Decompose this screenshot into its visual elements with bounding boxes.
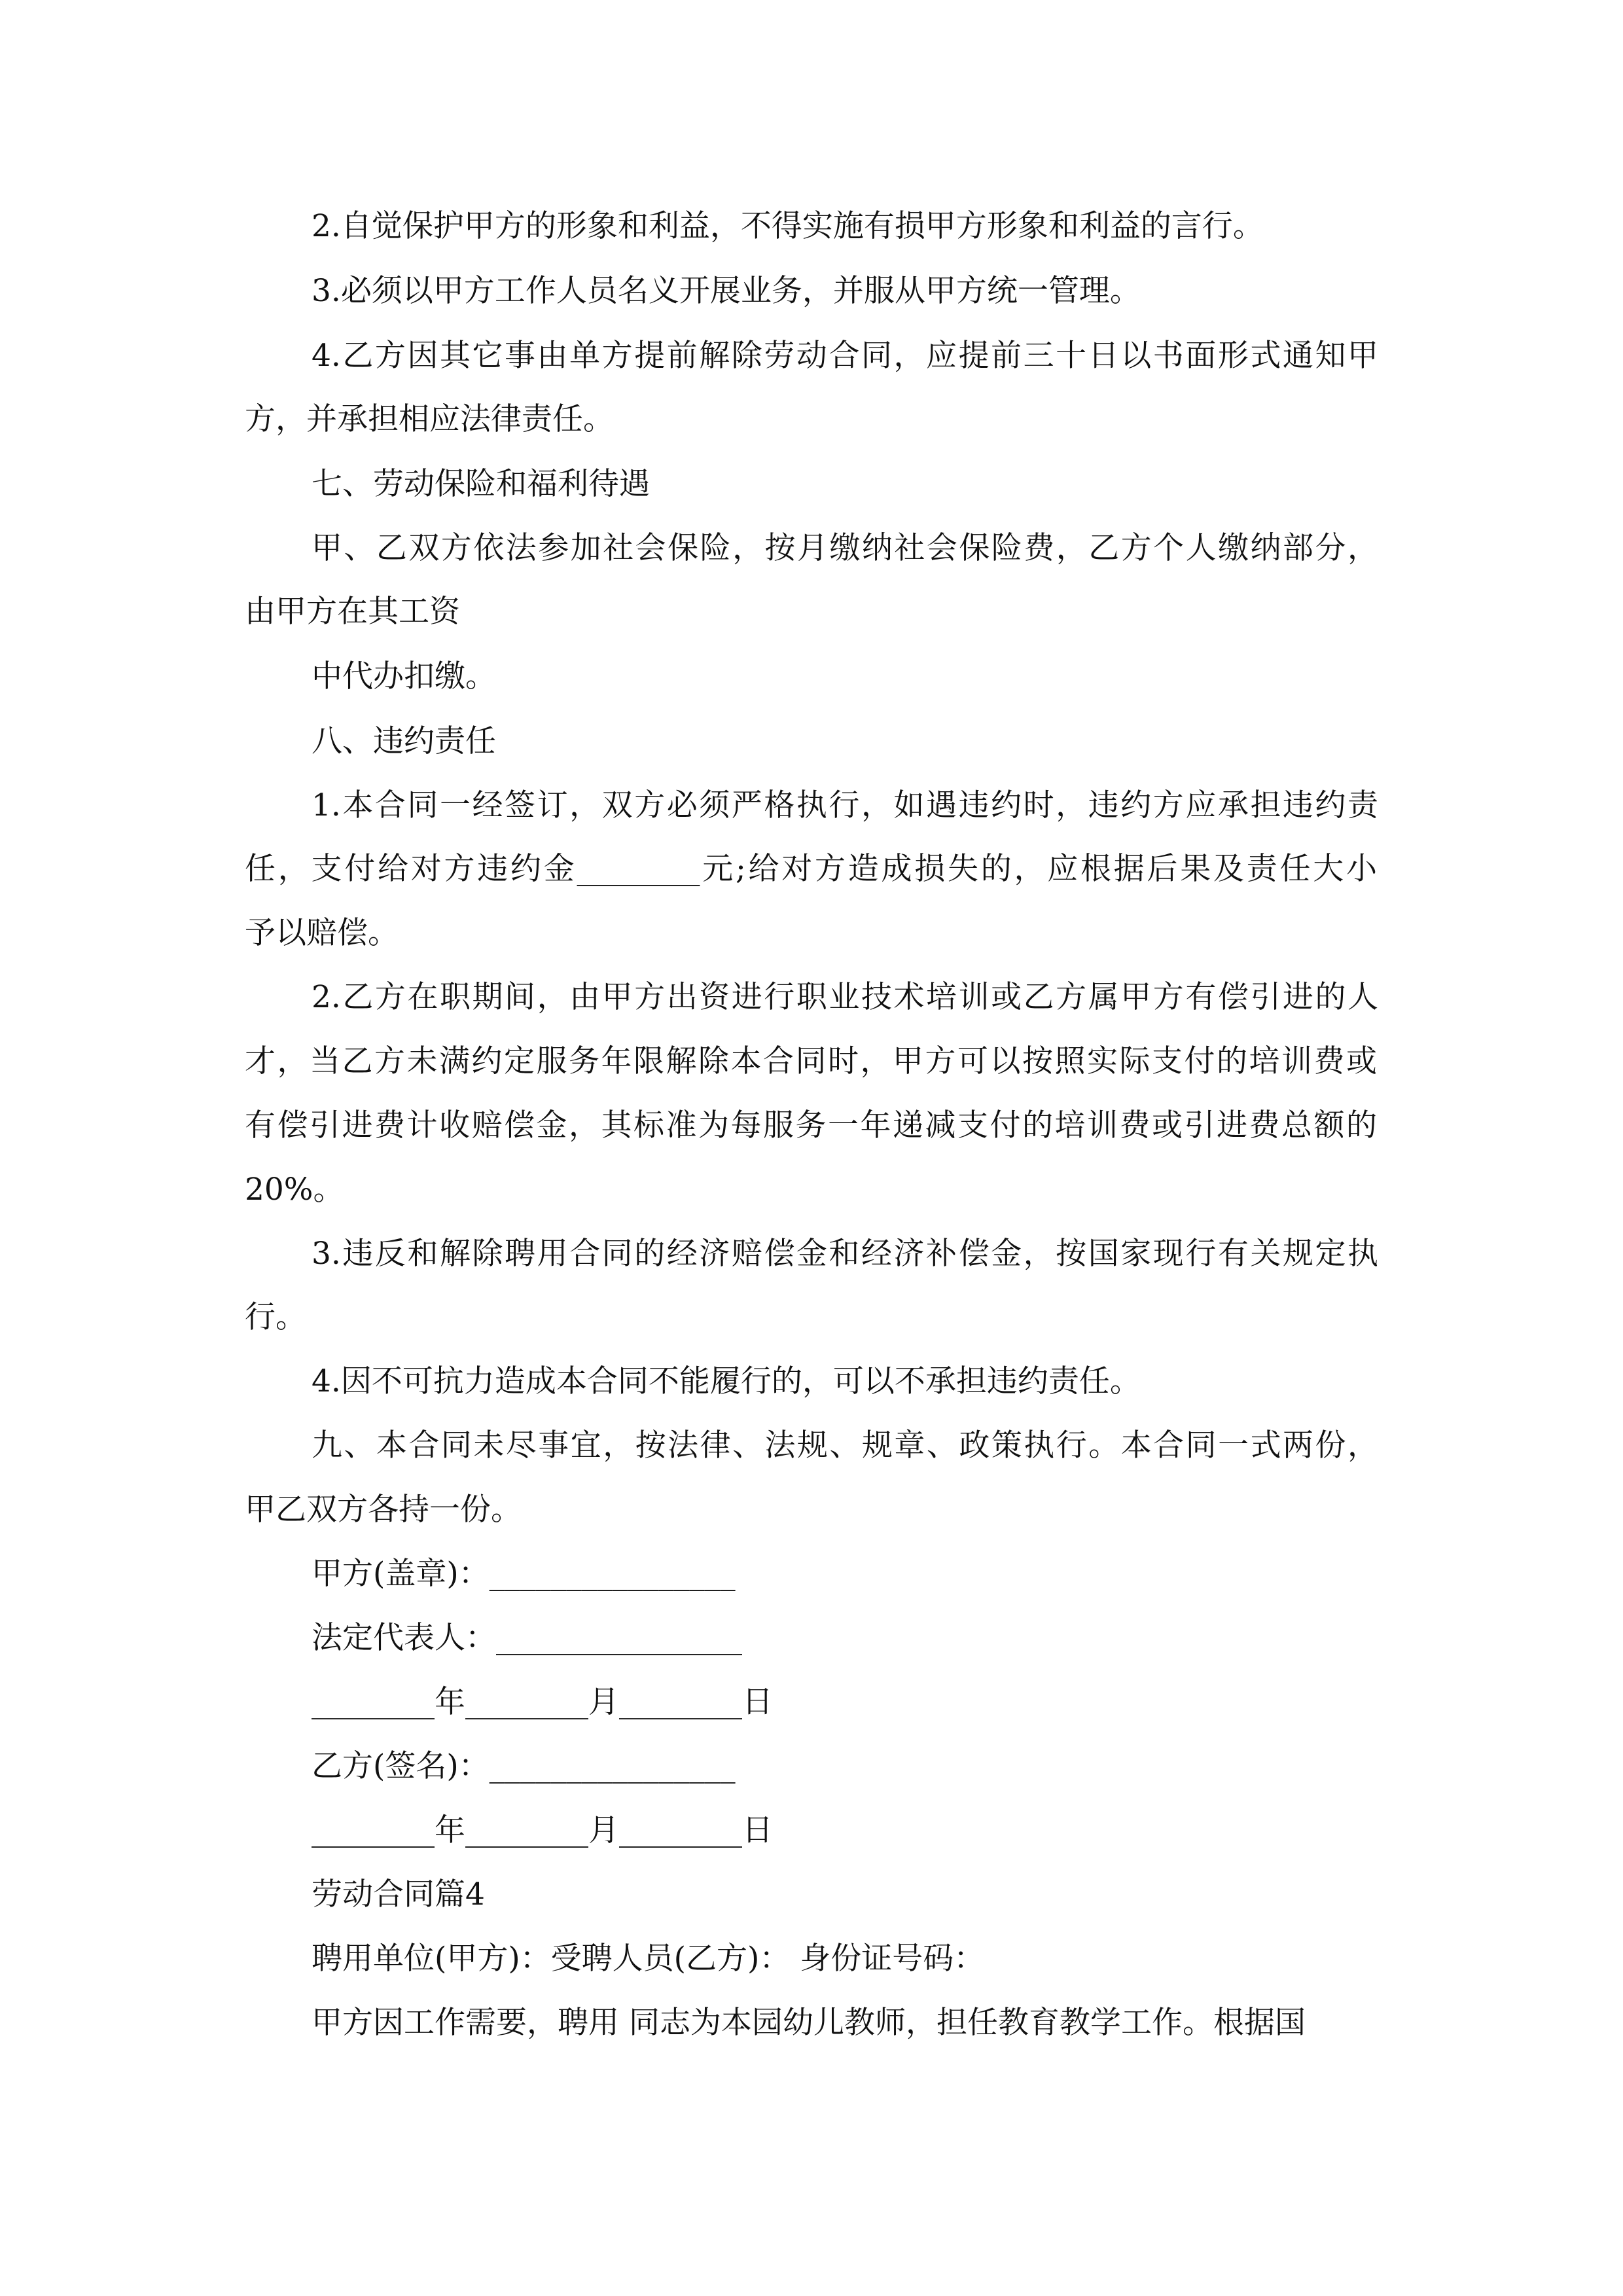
breach-clause-2-line-3: 有偿引进费计收赔偿金，其标准为每服务一年递减支付的培训费或引进费总额的	[245, 1107, 1377, 1143]
breach-clause-1-line-3: 予以赔偿。	[245, 915, 399, 951]
party-b-signature-line: 乙方(签名)：________________	[312, 1748, 736, 1784]
breach-clause-2-line-1: 2.乙方在职期间，由甲方出资进行职业技术培训或乙方属甲方有偿引进的人	[312, 979, 1378, 1015]
clause-6-4-line-2: 方，并承担相应法律责任。	[245, 401, 614, 437]
insurance-text-line-1: 甲、乙双方依法参加社会保险，按月缴纳社会保险费，乙方个人缴纳部分，	[312, 530, 1378, 566]
breach-clause-4: 4.因不可抗力造成本合同不能履行的，可以不承担违约责任。	[312, 1363, 1141, 1399]
clause-6-3: 3.必须以甲方工作人员名义开展业务，并服从甲方统一管理。	[312, 273, 1141, 309]
legal-representative-line: 法定代表人：________________	[312, 1620, 742, 1656]
party-a-seal-line: 甲方(盖章)：________________	[312, 1556, 736, 1592]
contract-4-title: 劳动合同篇4	[312, 1876, 485, 1912]
contract-4-parties: 聘用单位(甲方)：受聘人员(乙方)： 身份证号码：	[312, 1941, 985, 1977]
breach-clause-3-line-2: 行。	[245, 1299, 306, 1335]
section-heading-7: 七、劳动保险和福利待遇	[312, 466, 650, 502]
breach-clause-1-line-1: 1.本合同一经签订，双方必须严格执行，如遇违约时，违约方应承担违约责	[312, 787, 1378, 823]
breach-clause-2-line-4: 20%。	[245, 1172, 344, 1208]
section-heading-8: 八、违约责任	[312, 723, 496, 759]
breach-clause-2-line-2: 才，当乙方未满约定服务年限解除本合同时，甲方可以按照实际支付的培训费或	[245, 1043, 1377, 1079]
party-a-date-line: ________年________月________日	[312, 1684, 773, 1720]
breach-clause-3-line-1: 3.违反和解除聘用合同的经济赔偿金和经济补偿金，按国家现行有关规定执	[312, 1236, 1378, 1272]
breach-clause-1-line-2: 任，支付给对方违约金________元;给对方造成损失的，应根据后果及责任大小	[245, 851, 1377, 887]
clause-6-2: 2.自觉保护甲方的形象和利益，不得实施有损甲方形象和利益的言行。	[312, 208, 1264, 244]
insurance-text-line-3: 中代办扣缴。	[312, 658, 496, 694]
section-9-line-1: 九、本合同未尽事宜，按法律、法规、规章、政策执行。本合同一式两份，	[312, 1427, 1378, 1463]
party-b-date-line: ________年________月________日	[312, 1812, 773, 1848]
insurance-text-line-2: 由甲方在其工资	[245, 594, 460, 630]
clause-6-4-line-1: 4.乙方因其它事由单方提前解除劳动合同，应提前三十日以书面形式通知甲	[312, 338, 1378, 374]
contract-4-intro: 甲方因工作需要，聘用 同志为本园幼儿教师，担任教育教学工作。根据国	[312, 2005, 1306, 2041]
section-9-line-2: 甲乙双方各持一份。	[245, 1492, 522, 1528]
